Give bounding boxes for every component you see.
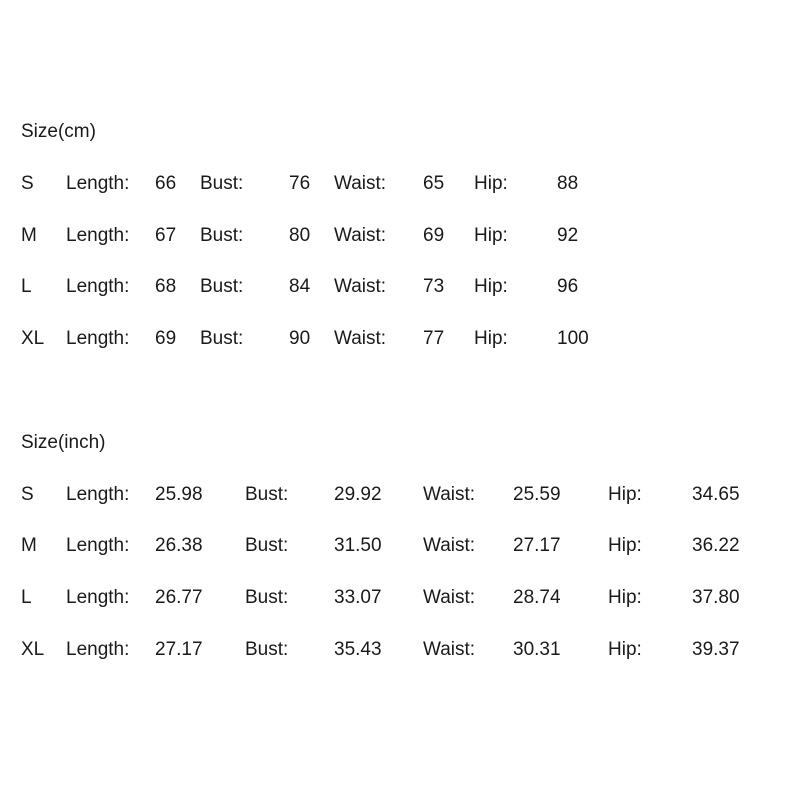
bust-label: Bust: — [245, 587, 289, 608]
bust-value: 31.50 — [334, 535, 382, 556]
hip-value: 34.65 — [692, 484, 740, 505]
hip-value: 36.22 — [692, 535, 740, 556]
size-label: S — [21, 484, 34, 505]
waist-label: Waist: — [423, 535, 476, 556]
size-label: M — [21, 535, 37, 556]
table-row — [0, 484, 800, 508]
length-label: Length: — [66, 225, 130, 246]
length-value: 69 — [155, 328, 177, 349]
bust-value: 76 — [289, 173, 311, 194]
hip-value: 88 — [557, 173, 579, 194]
hip-label: Hip: — [608, 484, 642, 505]
waist-label: Waist: — [334, 276, 387, 297]
hip-label: Hip: — [474, 225, 508, 246]
size-label: L — [21, 276, 32, 297]
inch-section-title: Size(inch) — [21, 432, 106, 453]
length-label: Length: — [66, 484, 130, 505]
bust-value: 29.92 — [334, 484, 382, 505]
size-label: XL — [21, 639, 45, 660]
size-label: XL — [21, 328, 45, 349]
hip-value: 92 — [557, 225, 579, 246]
bust-label: Bust: — [245, 535, 289, 556]
waist-label: Waist: — [334, 225, 387, 246]
length-value: 66 — [155, 173, 177, 194]
waist-label: Waist: — [423, 484, 476, 505]
hip-value: 96 — [557, 276, 579, 297]
waist-label: Waist: — [423, 639, 476, 660]
table-row — [0, 276, 800, 300]
hip-label: Hip: — [474, 276, 508, 297]
bust-label: Bust: — [245, 484, 289, 505]
bust-value: 90 — [289, 328, 311, 349]
hip-label: Hip: — [608, 639, 642, 660]
table-row — [0, 225, 800, 249]
waist-value: 27.17 — [513, 535, 561, 556]
length-value: 25.98 — [155, 484, 203, 505]
size-label: S — [21, 173, 34, 194]
bust-value: 35.43 — [334, 639, 382, 660]
table-row — [0, 173, 800, 197]
length-label: Length: — [66, 276, 130, 297]
length-label: Length: — [66, 639, 130, 660]
bust-label: Bust: — [200, 328, 244, 349]
bust-label: Bust: — [245, 639, 289, 660]
bust-label: Bust: — [200, 173, 244, 194]
waist-value: 65 — [423, 173, 445, 194]
bust-value: 84 — [289, 276, 311, 297]
table-row — [0, 535, 800, 559]
length-value: 26.77 — [155, 587, 203, 608]
waist-value: 69 — [423, 225, 445, 246]
length-label: Length: — [66, 535, 130, 556]
hip-label: Hip: — [608, 535, 642, 556]
hip-label: Hip: — [474, 173, 508, 194]
hip-value: 100 — [557, 328, 589, 349]
bust-label: Bust: — [200, 225, 244, 246]
hip-value: 37.80 — [692, 587, 740, 608]
waist-value: 25.59 — [513, 484, 561, 505]
length-value: 26.38 — [155, 535, 203, 556]
hip-value: 39.37 — [692, 639, 740, 660]
length-label: Length: — [66, 328, 130, 349]
size-label: M — [21, 225, 37, 246]
waist-label: Waist: — [334, 328, 387, 349]
table-row — [0, 639, 800, 663]
length-value: 27.17 — [155, 639, 203, 660]
hip-label: Hip: — [608, 587, 642, 608]
length-label: Length: — [66, 587, 130, 608]
bust-label: Bust: — [200, 276, 244, 297]
waist-label: Waist: — [423, 587, 476, 608]
waist-value: 73 — [423, 276, 445, 297]
waist-label: Waist: — [334, 173, 387, 194]
bust-value: 33.07 — [334, 587, 382, 608]
cm-section-title: Size(cm) — [21, 121, 96, 142]
table-row — [0, 328, 800, 352]
waist-value: 30.31 — [513, 639, 561, 660]
length-label: Length: — [66, 173, 130, 194]
table-row — [0, 587, 800, 611]
length-value: 68 — [155, 276, 177, 297]
waist-value: 77 — [423, 328, 445, 349]
waist-value: 28.74 — [513, 587, 561, 608]
size-label: L — [21, 587, 32, 608]
hip-label: Hip: — [474, 328, 508, 349]
length-value: 67 — [155, 225, 177, 246]
bust-value: 80 — [289, 225, 311, 246]
